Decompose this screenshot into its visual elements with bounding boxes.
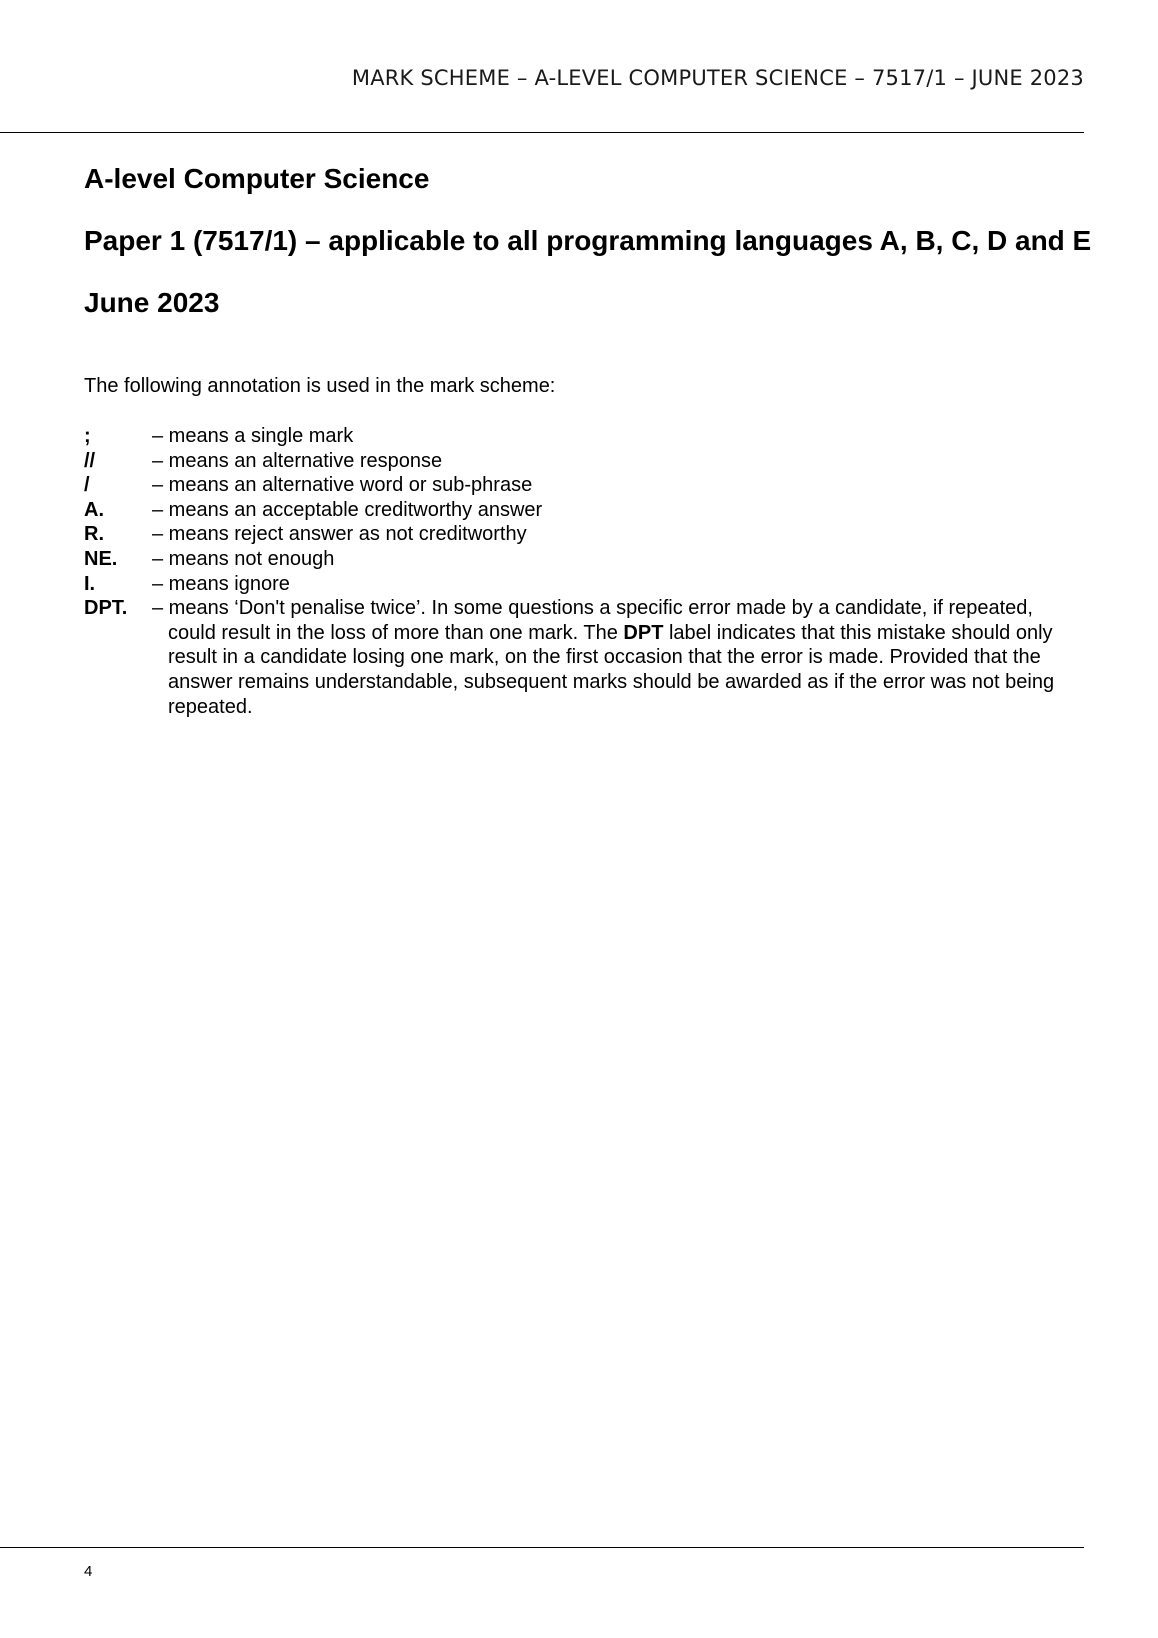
dpt-inline-label: DPT [623,621,664,644]
legend-meaning: – means an acceptable creditworthy answer [152,498,543,521]
session-title: June 2023 [84,287,220,318]
legend-meaning: – means an alternative response [152,449,443,472]
dpt-text-before: – means ‘Don't penalise twice’. In some questions a specific error made by a candidate, if repeated, could result in the loss of more than one mark. The [152,597,1033,644]
legend-symbol: R. [84,523,104,546]
legend-symbol: / [84,474,90,497]
legend-symbol: NE. [84,547,118,570]
legend-symbol: ; [84,425,91,447]
legend-row [84,449,1084,474]
legend-row [84,473,1084,498]
page-number: 4 [84,1563,93,1580]
running-header: MARK SCHEME – A-LEVEL COMPUTER SCIENCE – 7517/1 – JUNE 2023 [351,66,1084,90]
legend-row [84,572,1084,597]
legend-row [84,424,1084,449]
legend-row [84,547,1084,572]
annotation-legend [84,424,1084,719]
legend-symbol: // [84,449,96,472]
subject-title: A-level Computer Science [84,163,430,194]
paper-title: Paper 1 (7517/1) – applicable to all programming languages A, B, C, D and E [84,225,1092,256]
legend-row-dpt [84,596,1084,719]
legend-symbol: I. [84,572,96,595]
header-divider [0,132,1084,133]
dpt-description [152,596,1084,719]
legend-meaning: – means ignore [152,572,290,595]
legend-meaning: – means an alternative word or sub-phrase [152,474,533,497]
legend-symbol: A. [84,498,104,521]
title-block [84,162,1092,348]
legend-symbol-dpt: DPT. [84,597,128,620]
legend-meaning: – means reject answer as not creditworthy [152,523,527,546]
legend-row [84,498,1084,523]
footer-divider [0,1547,1084,1548]
annotation-intro: The following annotation is used in the mark scheme: [84,375,556,397]
legend-meaning: – means not enough [152,547,335,570]
dpt-text-after: label indicates that this mistake should only result in a candidate losing one mark, on the first occasion that the error is made. Provided that the answer remains understandable, subsequent marks should be awarded as if the error was not being repeated. [168,621,1055,718]
legend-meaning: – means a single mark [152,425,354,447]
legend-row [84,522,1084,547]
